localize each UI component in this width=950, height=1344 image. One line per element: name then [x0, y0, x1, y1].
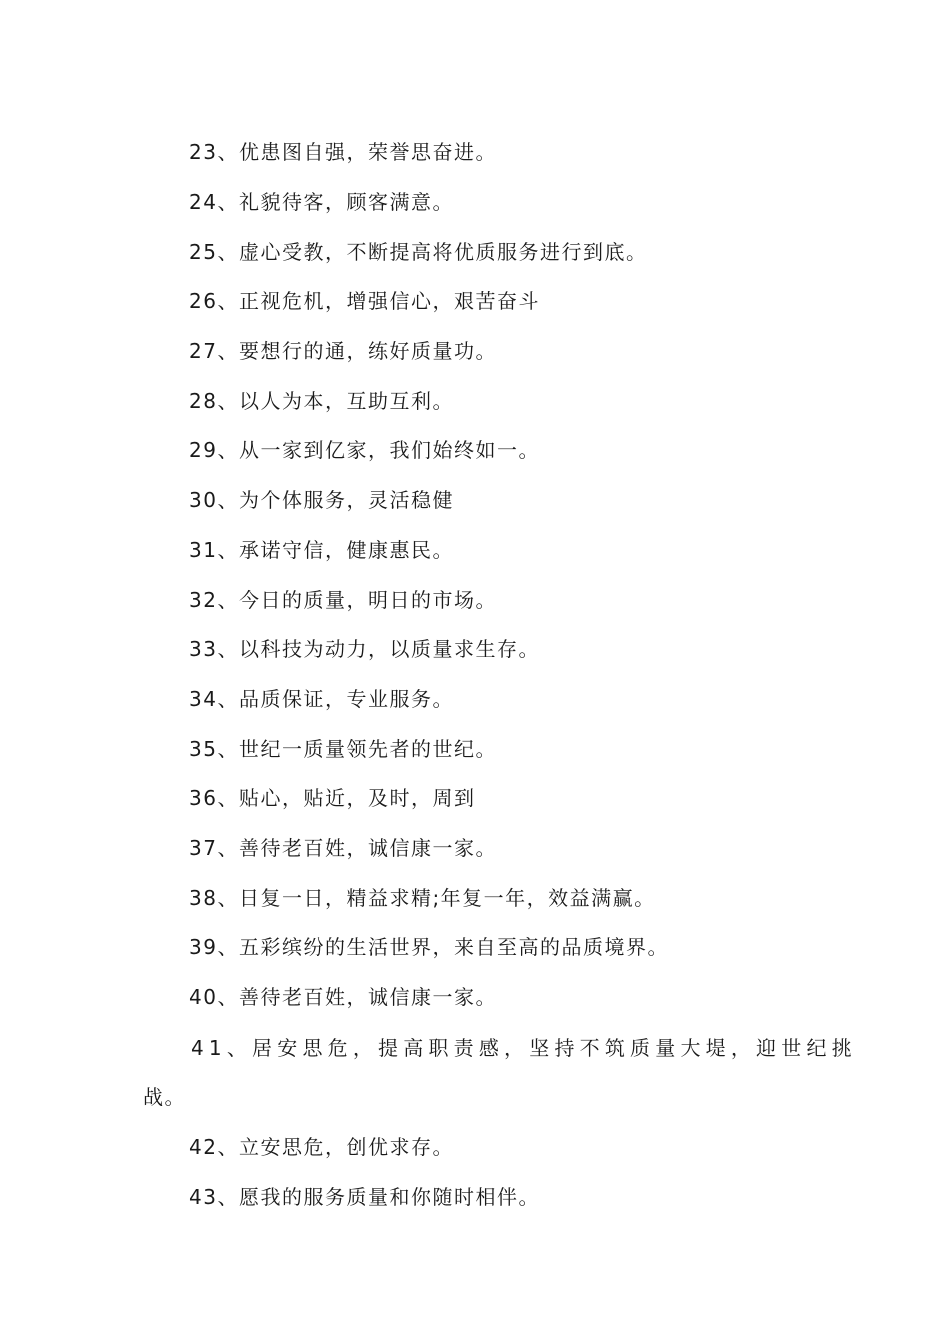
list-item-25: 25、虚心受教，不断提高将优质服务进行到底。 — [189, 240, 648, 264]
list-item-38: 38、日复一日，精益求精;年复一年，效益满赢。 — [189, 886, 656, 910]
list-item-40: 40、善待老百姓，诚信康一家。 — [189, 985, 497, 1009]
list-item-36: 36、贴心，贴近，及时，周到 — [189, 786, 476, 810]
list-item-33: 33、以科技为动力，以质量求生存。 — [189, 637, 540, 661]
list-item-29: 29、从一家到亿家，我们始终如一。 — [189, 438, 540, 462]
list-item-37: 37、善待老百姓，诚信康一家。 — [189, 836, 497, 860]
list-item-42: 42、立安思危，创优求存。 — [189, 1135, 454, 1159]
list-item-41-line1: 41、居安思危，提高职责感，坚持不筑质量大堤，迎世纪挑 — [191, 1036, 857, 1060]
list-item-34: 34、品质保证，专业服务。 — [189, 687, 454, 711]
list-item-39: 39、五彩缤纷的生活世界，来自至高的品质境界。 — [189, 935, 669, 959]
list-item-27: 27、要想行的通，练好质量功。 — [189, 339, 497, 363]
list-item-43: 43、愿我的服务质量和你随时相伴。 — [189, 1185, 540, 1209]
list-item-30: 30、为个体服务，灵活稳健 — [189, 488, 454, 512]
list-item-35: 35、世纪一质量领先者的世纪。 — [189, 737, 497, 761]
list-item-28: 28、以人为本，互助互利。 — [189, 389, 454, 413]
list-item-31: 31、承诺守信，健康惠民。 — [189, 538, 454, 562]
list-item-32: 32、今日的质量，明日的市场。 — [189, 588, 497, 612]
list-item-24: 24、礼貌待客，顾客满意。 — [189, 190, 454, 214]
list-item-23: 23、优患图自强，荣誉思奋进。 — [189, 140, 497, 164]
list-item-26: 26、正视危机，增强信心，艰苦奋斗 — [189, 289, 540, 313]
list-item-41-line2: 战。 — [143, 1085, 186, 1109]
